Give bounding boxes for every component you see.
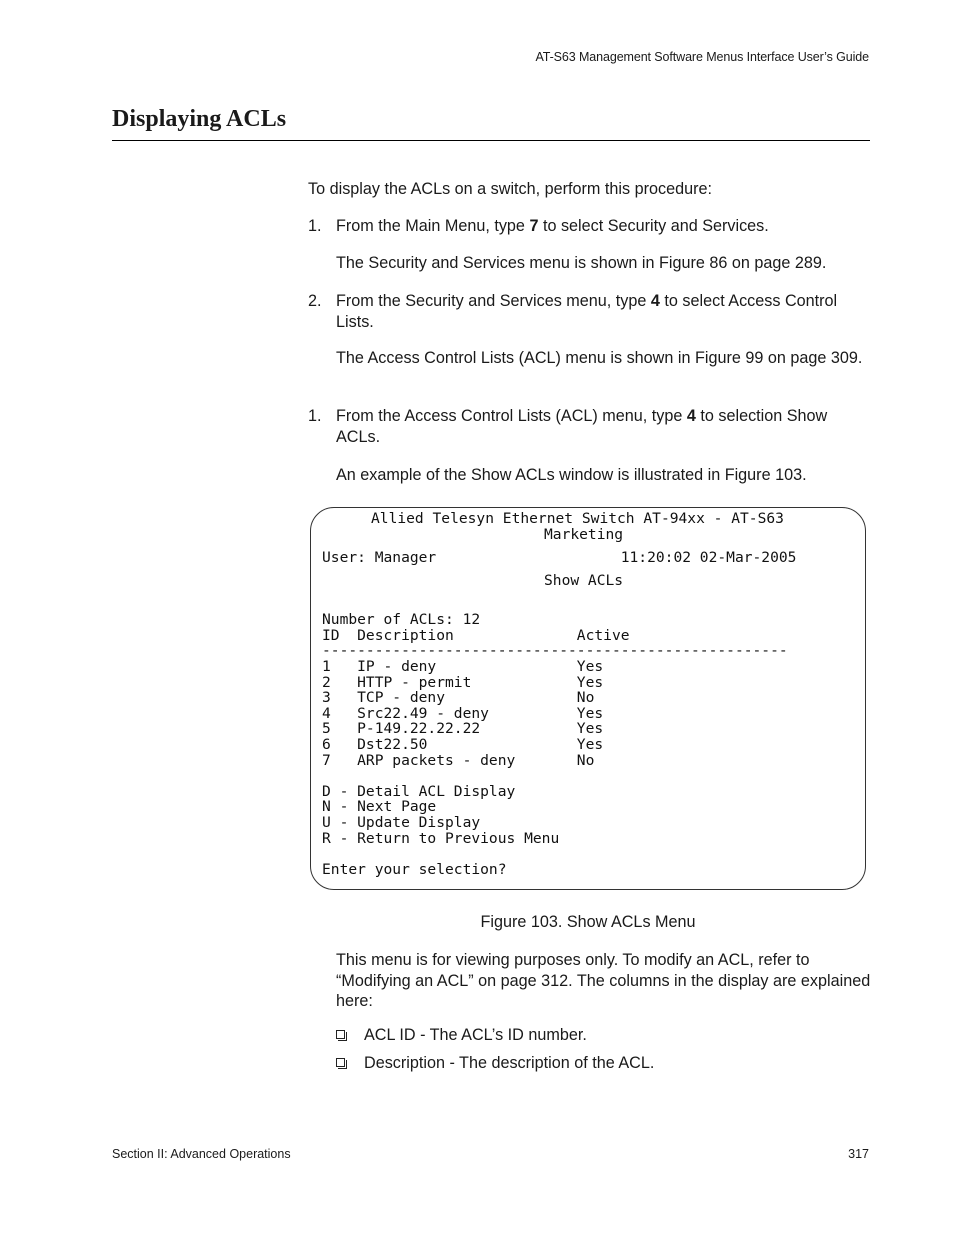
acl-row: 6 Dst22.50 Yes xyxy=(322,736,604,753)
step-3-note: An example of the Show ACLs window is illustrated in Figure 103. xyxy=(336,466,807,484)
selection-prompt: Enter your selection? xyxy=(322,861,507,878)
terminal-screen-name: Show ACLs xyxy=(544,572,624,589)
footer-section: Section II: Advanced Operations xyxy=(112,1147,291,1161)
menu-key: 4 xyxy=(686,407,696,425)
step-1-note: The Security and Services menu is shown in Figure 86 on page 289. xyxy=(336,254,827,272)
step-number: 1. xyxy=(308,217,322,235)
terminal-user-line: User: Manager 11:20:02 02-Mar-2005 xyxy=(322,549,797,566)
menu-key: 4 xyxy=(650,292,660,310)
checkbox-bullet-icon xyxy=(336,1058,345,1067)
step-text: From the Security and Services menu, type 4 to select Access Control Lists. xyxy=(336,292,838,331)
after-figure-paragraph: This menu is for viewing purposes only. To modify an ACL, refer to “Modifying an ACL” on page 312. The columns in the display are explained here: xyxy=(336,951,871,1010)
step-text: From the Access Control Lists (ACL) menu, type 4 to selection Show ACLs. xyxy=(336,407,828,446)
page-number: 317 xyxy=(848,1147,869,1161)
acl-count: Number of ACLs: 12 xyxy=(322,611,481,628)
checkbox-bullet-icon xyxy=(336,1030,345,1039)
terminal-title: Allied Telesyn Ethernet Switch AT-94xx - AT-S63 xyxy=(371,510,784,527)
step-number: 1. xyxy=(308,407,322,425)
acl-row: 4 Src22.49 - deny Yes xyxy=(322,705,604,722)
menu-option-detail: D - Detail ACL Display xyxy=(322,783,516,800)
terminal-subtitle: Marketing xyxy=(544,526,624,543)
acl-table-separator: ----------------------------------------------------- xyxy=(322,642,788,659)
title-rule xyxy=(112,140,870,141)
running-header: AT-S63 Management Software Menus Interface User’s Guide xyxy=(535,50,869,64)
menu-option-return: R - Return to Previous Menu xyxy=(322,830,560,847)
acl-row: 1 IP - deny Yes xyxy=(322,658,604,675)
show-acls-terminal xyxy=(310,507,866,890)
acl-row: 7 ARP packets - deny No xyxy=(322,752,595,769)
acl-row: 3 TCP - deny No xyxy=(322,689,595,706)
step-text: From the Main Menu, type 7 to select Security and Services. xyxy=(336,217,769,235)
acl-row: 5 P-149.22.22.22 Yes xyxy=(322,720,604,737)
acl-table-header: ID Description Active xyxy=(322,627,630,644)
acl-row: 2 HTTP - permit Yes xyxy=(322,674,604,691)
menu-option-update: U - Update Display xyxy=(322,814,481,831)
figure-caption: Figure 103. Show ACLs Menu xyxy=(480,913,696,931)
section-title: Displaying ACLs xyxy=(112,106,287,132)
step-number: 2. xyxy=(308,292,322,310)
intro-paragraph: To display the ACLs on a switch, perform this procedure: xyxy=(308,180,712,198)
menu-option-next: N - Next Page xyxy=(322,798,437,815)
menu-key: 7 xyxy=(529,217,539,235)
step-2-note: The Access Control Lists (ACL) menu is shown in Figure 99 on page 309. xyxy=(336,349,863,367)
